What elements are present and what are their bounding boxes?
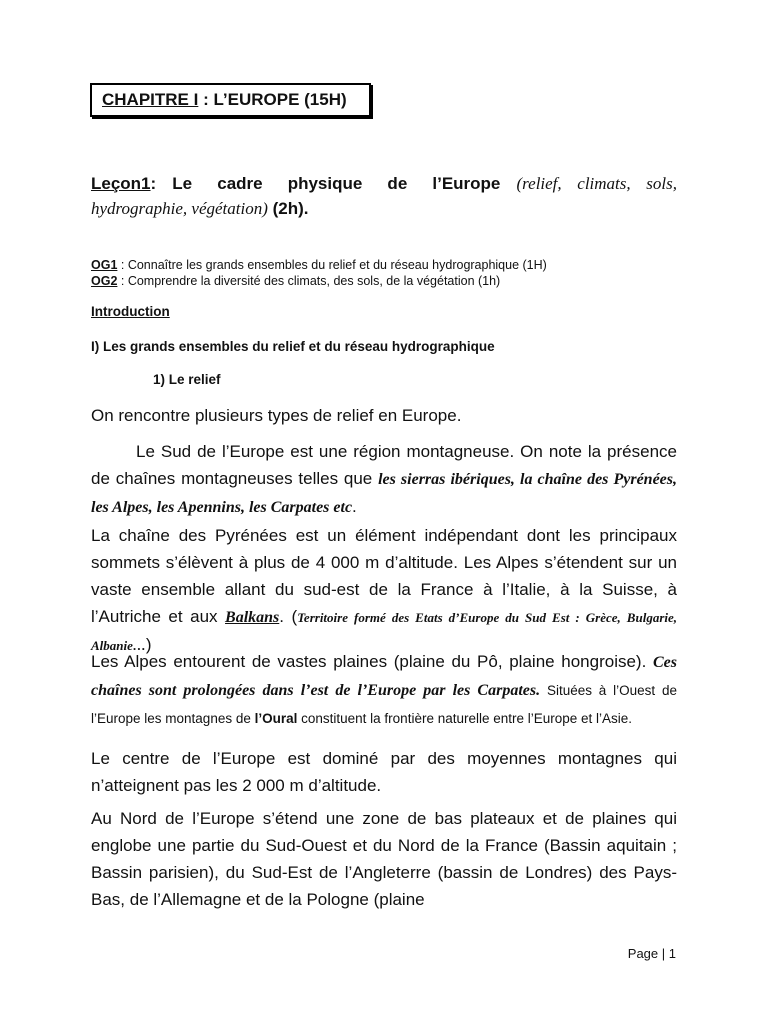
paragraph-4 — [91, 648, 677, 731]
page-label: Page — [627, 946, 659, 961]
paragraph-5: Le centre de l’Europe est dominé par des moyennes montagnes qui n’atteignent pas les 2 000 m d’altitude. — [91, 749, 677, 795]
lesson-title: Le cadre physique de l’Europe — [172, 174, 501, 193]
balkans-term: Balkans — [225, 609, 280, 626]
balkans-note: Territoire formé des Etats d’Europe du Sud Est : Grèce, Bulgarie, Albanie… — [91, 610, 678, 653]
chapter-title-box — [90, 83, 371, 117]
lesson-heading — [91, 171, 677, 221]
chapter-title: : L’EUROPE (15H) — [198, 90, 347, 109]
page-separator: | — [658, 946, 669, 961]
paragraph-1: On rencontre plusieurs types de relief en Europe. — [91, 406, 462, 425]
objective-text: : Comprendre la diversité des climats, des sols, de la végétation (1h) — [117, 274, 501, 288]
introduction-heading: Introduction — [91, 304, 170, 319]
paragraph-end: ) — [145, 635, 152, 654]
objective-1 — [91, 257, 547, 273]
carpates-sentence: Ces chaînes sont prolongées dans l’est de l’Europe par les Carpates. — [91, 654, 677, 699]
paragraph-small-text: Situées à l’Ouest de l’Europe les montagnes de — [91, 683, 678, 726]
oural-term: l’Oural — [254, 711, 298, 726]
chapter-number: CHAPITRE I — [102, 90, 199, 109]
paragraph-text: Les Alpes entourent de vastes plaines (plaine du Pô, plaine hongroise). — [91, 652, 653, 671]
objective-text: : Connaître les grands ensembles du relief et du réseau hydrographique (1H) — [117, 258, 547, 272]
objective-2 — [91, 273, 500, 289]
paragraph-small-text: constituent la frontière naturelle entre l’Europe et l’Asie. — [297, 711, 633, 726]
paragraph-3 — [91, 522, 677, 659]
subsection-heading: 1) Le relief — [153, 372, 221, 387]
paragraph-text: Le Sud de l’Europe est une région montagneuse. On note la présence de chaînes montagneuses telles que — [91, 442, 677, 488]
paragraph-2 — [91, 438, 677, 521]
objective-code: OG2 — [91, 274, 118, 288]
paragraph-end: . — [352, 497, 357, 516]
lesson-details: (relief, climats, sols, hydrographie, végétation) — [91, 174, 677, 218]
lesson-duration: (2h). — [272, 199, 309, 218]
objective-code: OG1 — [91, 258, 118, 272]
lesson-colon: : — [150, 174, 173, 193]
lesson-label: Leçon1 — [91, 174, 151, 193]
section-heading: I) Les grands ensembles du relief et du réseau hydrographique — [91, 339, 495, 354]
paragraph-text: La chaîne des Pyrénées est un élément indépendant dont les principaux sommets s’élèvent à plus de 4 000 m d’altitude. Les Alpes s’étendent sur un vaste ensemble allant du sud-est de la France à l’Italie, à la Suisse, à l’Autriche et aux — [91, 526, 677, 626]
mountain-list: les sierras ibériques, la chaîne des Pyrénées, les Alpes, les Apennins, les Carpates etc — [91, 471, 678, 516]
paragraph-6: Au Nord de l’Europe s’étend une zone de bas plateaux et de plaines qui englobe une partie du Sud-Ouest et du Nord de la France (Bassin aquitain ; Bassin parisien), du Sud-Est de l’Angleterre (bassin de Londres) des Pays-Bas, de l’Allemagne et de la Pologne (plaine — [91, 809, 677, 909]
page-footer — [628, 946, 676, 961]
page-number: 1 — [668, 946, 676, 961]
paragraph-mid: . ( — [279, 607, 298, 626]
